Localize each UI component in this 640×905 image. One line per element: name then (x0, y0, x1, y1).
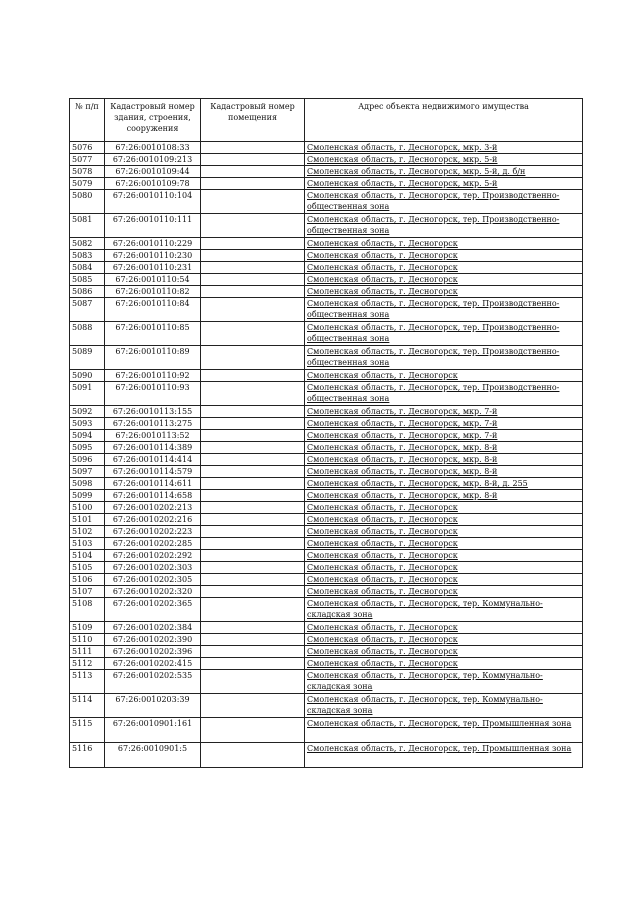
cell-number: 5105 (70, 562, 105, 574)
cell-address (305, 718, 583, 743)
cell-room-number (201, 743, 305, 768)
cell-number: 5090 (70, 370, 105, 382)
cell-number: 5110 (70, 634, 105, 646)
cell-number: 5106 (70, 574, 105, 586)
table-row (70, 526, 583, 538)
cell-address (305, 154, 583, 166)
address-line: Смоленская область, г. Десногорск (307, 503, 458, 512)
cell-number: 5114 (70, 694, 105, 718)
address-line: Смоленская область, г. Десногорск (307, 623, 458, 632)
table-row (70, 538, 583, 550)
cell-cadastral-number: 67:26:0010114:414 (105, 454, 201, 466)
cell-address (305, 574, 583, 586)
cell-cadastral-number: 67:26:0010202:365 (105, 598, 201, 622)
table-row (70, 250, 583, 262)
cell-room-number (201, 142, 305, 154)
cell-address (305, 526, 583, 538)
cell-address (305, 658, 583, 670)
address-line: Смоленская область, г. Десногорск, тер. Промышленная зона (307, 744, 572, 753)
cell-room-number (201, 670, 305, 694)
cell-room-number (201, 454, 305, 466)
cell-cadastral-number: 67:26:0010110:93 (105, 382, 201, 406)
address-line: Смоленская область, г. Десногорск, тер. Коммунально- (307, 599, 543, 608)
cell-number: 5095 (70, 442, 105, 454)
address-line: складская зона (307, 610, 373, 619)
cell-address (305, 550, 583, 562)
cell-number: 5108 (70, 598, 105, 622)
cell-room-number (201, 634, 305, 646)
cell-room-number (201, 238, 305, 250)
cell-room-number (201, 166, 305, 178)
address-line: Смоленская область, г. Десногорск, мкр. 8-й, д. 255 (307, 479, 528, 488)
cell-room-number (201, 550, 305, 562)
cell-room-number (201, 298, 305, 322)
cell-room-number (201, 574, 305, 586)
address-line: Смоленская область, г. Десногорск (307, 587, 458, 596)
table-row (70, 274, 583, 286)
table-row (70, 286, 583, 298)
cell-address (305, 454, 583, 466)
cell-number: 5103 (70, 538, 105, 550)
table-row (70, 574, 583, 586)
address-line: Смоленская область, г. Десногорск, тер. Производственно- (307, 347, 560, 356)
table-row (70, 430, 583, 442)
cell-number: 5080 (70, 190, 105, 214)
cell-number: 5111 (70, 646, 105, 658)
table-row (70, 586, 583, 598)
cell-cadastral-number: 67:26:0010110:230 (105, 250, 201, 262)
cell-cadastral-number: 67:26:0010110:92 (105, 370, 201, 382)
cell-number: 5088 (70, 322, 105, 346)
address-line: Смоленская область, г. Десногорск, тер. Коммунально- (307, 695, 543, 704)
cell-cadastral-number: 67:26:0010203:39 (105, 694, 201, 718)
cell-room-number (201, 442, 305, 454)
table-row (70, 502, 583, 514)
address-line: общественная зона (307, 226, 390, 235)
cell-cadastral-number: 67:26:0010202:223 (105, 526, 201, 538)
header-address: Адрес объекта недвижимого имущества (305, 99, 583, 142)
cell-cadastral-number: 67:26:0010110:104 (105, 190, 201, 214)
cell-cadastral-number: 67:26:0010114:611 (105, 478, 201, 490)
cell-cadastral-number: 67:26:0010109:213 (105, 154, 201, 166)
cell-room-number (201, 370, 305, 382)
cell-room-number (201, 154, 305, 166)
table-row (70, 442, 583, 454)
cell-address (305, 670, 583, 694)
address-line: Смоленская область, г. Десногорск (307, 275, 458, 284)
cell-number: 5081 (70, 214, 105, 238)
cell-cadastral-number: 67:26:0010110:229 (105, 238, 201, 250)
cell-cadastral-number: 67:26:0010202:320 (105, 586, 201, 598)
cell-address (305, 466, 583, 478)
address-line: Смоленская область, г. Десногорск, тер. Производственно- (307, 323, 560, 332)
cell-address (305, 418, 583, 430)
address-line: Смоленская область, г. Десногорск (307, 647, 458, 656)
table-row (70, 718, 583, 743)
table-row (70, 154, 583, 166)
cell-cadastral-number: 67:26:0010110:231 (105, 262, 201, 274)
cell-address (305, 430, 583, 442)
cell-cadastral-number: 67:26:0010202:535 (105, 670, 201, 694)
table-row (70, 743, 583, 768)
cell-address (305, 478, 583, 490)
cell-number: 5078 (70, 166, 105, 178)
cell-cadastral-number: 67:26:0010901:5 (105, 743, 201, 768)
address-line: Смоленская область, г. Десногорск, мкр. 7-й (307, 431, 498, 440)
table-row (70, 454, 583, 466)
cell-number: 5086 (70, 286, 105, 298)
cell-cadastral-number: 67:26:0010109:44 (105, 166, 201, 178)
cell-cadastral-number: 67:26:0010901:161 (105, 718, 201, 743)
cell-address (305, 322, 583, 346)
table-row (70, 370, 583, 382)
table-row (70, 214, 583, 238)
cell-address (305, 274, 583, 286)
table-row (70, 466, 583, 478)
address-line: общественная зона (307, 358, 390, 367)
cell-address (305, 190, 583, 214)
cell-address (305, 238, 583, 250)
table-row (70, 550, 583, 562)
cell-number: 5116 (70, 743, 105, 768)
cell-room-number (201, 562, 305, 574)
cell-number: 5112 (70, 658, 105, 670)
cell-cadastral-number: 67:26:0010110:89 (105, 346, 201, 370)
cell-cadastral-number: 67:26:0010110:111 (105, 214, 201, 238)
cell-number: 5102 (70, 526, 105, 538)
cell-number: 5115 (70, 718, 105, 743)
address-line: складская зона (307, 682, 373, 691)
cell-room-number (201, 214, 305, 238)
cell-address (305, 694, 583, 718)
cell-room-number (201, 718, 305, 743)
cell-cadastral-number: 67:26:0010108:33 (105, 142, 201, 154)
address-line: Смоленская область, г. Десногорск (307, 539, 458, 548)
table-row (70, 694, 583, 718)
cell-cadastral-number: 67:26:0010114:579 (105, 466, 201, 478)
cell-room-number (201, 586, 305, 598)
table-row (70, 238, 583, 250)
table-row (70, 190, 583, 214)
cell-address (305, 743, 583, 768)
table-row (70, 178, 583, 190)
cell-number: 5076 (70, 142, 105, 154)
cell-address (305, 382, 583, 406)
cell-room-number (201, 250, 305, 262)
cell-address (305, 442, 583, 454)
address-line: Смоленская область, г. Десногорск, тер. Производственно- (307, 299, 560, 308)
address-line: Смоленская область, г. Десногорск (307, 515, 458, 524)
table-row (70, 598, 583, 622)
table-row (70, 562, 583, 574)
cell-number: 5107 (70, 586, 105, 598)
cell-room-number (201, 178, 305, 190)
cell-cadastral-number: 67:26:0010113:155 (105, 406, 201, 418)
address-line: Смоленская область, г. Десногорск (307, 239, 458, 248)
cell-number: 5083 (70, 250, 105, 262)
address-line: Смоленская область, г. Десногорск, мкр. 8-й (307, 443, 498, 452)
table-row (70, 382, 583, 406)
cell-room-number (201, 190, 305, 214)
cell-room-number (201, 418, 305, 430)
address-line: Смоленская область, г. Десногорск (307, 263, 458, 272)
table-row (70, 298, 583, 322)
cell-cadastral-number: 67:26:0010202:390 (105, 634, 201, 646)
header-cadastral-room: Кадастровый номер помещения (201, 99, 305, 142)
cell-address (305, 214, 583, 238)
cell-address (305, 370, 583, 382)
cell-room-number (201, 286, 305, 298)
address-line: Смоленская область, г. Десногорск, мкр. 3-й (307, 143, 498, 152)
header-number: № п/п (70, 99, 105, 142)
address-line: общественная зона (307, 334, 390, 343)
cell-number: 5096 (70, 454, 105, 466)
cell-room-number (201, 598, 305, 622)
cell-address (305, 178, 583, 190)
cell-number: 5091 (70, 382, 105, 406)
cell-cadastral-number: 67:26:0010202:285 (105, 538, 201, 550)
cell-cadastral-number: 67:26:0010114:389 (105, 442, 201, 454)
cell-room-number (201, 346, 305, 370)
cell-cadastral-number: 67:26:0010110:54 (105, 274, 201, 286)
cell-room-number (201, 262, 305, 274)
cell-room-number (201, 622, 305, 634)
table-row (70, 346, 583, 370)
cell-room-number (201, 406, 305, 418)
cell-cadastral-number: 67:26:0010202:213 (105, 502, 201, 514)
cell-cadastral-number: 67:26:0010113:52 (105, 430, 201, 442)
table-row (70, 634, 583, 646)
table-row (70, 514, 583, 526)
cell-address (305, 502, 583, 514)
cell-address (305, 586, 583, 598)
cell-room-number (201, 526, 305, 538)
cell-address (305, 646, 583, 658)
table-row (70, 658, 583, 670)
table-row (70, 418, 583, 430)
cell-address (305, 250, 583, 262)
cell-cadastral-number: 67:26:0010202:305 (105, 574, 201, 586)
cell-number: 5084 (70, 262, 105, 274)
cell-address (305, 490, 583, 502)
table-body (70, 142, 583, 768)
cell-number: 5092 (70, 406, 105, 418)
cell-cadastral-number: 67:26:0010109:78 (105, 178, 201, 190)
cell-cadastral-number: 67:26:0010114:658 (105, 490, 201, 502)
cell-address (305, 514, 583, 526)
cell-number: 5099 (70, 490, 105, 502)
cell-address (305, 142, 583, 154)
table-row (70, 322, 583, 346)
cell-number: 5093 (70, 418, 105, 430)
table-row (70, 670, 583, 694)
address-line: Смоленская область, г. Десногорск (307, 575, 458, 584)
cell-cadastral-number: 67:26:0010202:292 (105, 550, 201, 562)
table-row (70, 646, 583, 658)
cell-cadastral-number: 67:26:0010110:82 (105, 286, 201, 298)
address-line: Смоленская область, г. Десногорск, тер. Коммунально- (307, 671, 543, 680)
cell-room-number (201, 502, 305, 514)
cell-number: 5101 (70, 514, 105, 526)
cell-number: 5097 (70, 466, 105, 478)
cell-number: 5082 (70, 238, 105, 250)
address-line: Смоленская область, г. Десногорск (307, 551, 458, 560)
cell-room-number (201, 478, 305, 490)
cell-cadastral-number: 67:26:0010202:384 (105, 622, 201, 634)
cell-cadastral-number: 67:26:0010113:275 (105, 418, 201, 430)
cell-cadastral-number: 67:26:0010202:216 (105, 514, 201, 526)
cell-address (305, 298, 583, 322)
cell-address (305, 406, 583, 418)
address-line: складская зона (307, 706, 373, 715)
address-line: Смоленская область, г. Десногорск, мкр. 7-й (307, 419, 498, 428)
address-line: общественная зона (307, 394, 390, 403)
cell-cadastral-number: 67:26:0010202:415 (105, 658, 201, 670)
cell-number: 5085 (70, 274, 105, 286)
cell-room-number (201, 538, 305, 550)
cell-number: 5089 (70, 346, 105, 370)
table-row (70, 478, 583, 490)
cell-room-number (201, 322, 305, 346)
table-row (70, 406, 583, 418)
cell-address (305, 346, 583, 370)
address-line: Смоленская область, г. Десногорск (307, 371, 458, 380)
cell-cadastral-number: 67:26:0010202:396 (105, 646, 201, 658)
cell-number: 5087 (70, 298, 105, 322)
cell-number: 5100 (70, 502, 105, 514)
table-header-row (70, 99, 583, 142)
cell-room-number (201, 430, 305, 442)
address-line: общественная зона (307, 310, 390, 319)
cell-room-number (201, 514, 305, 526)
cell-room-number (201, 658, 305, 670)
address-line: Смоленская область, г. Десногорск (307, 563, 458, 572)
address-line: Смоленская область, г. Десногорск, мкр. 8-й (307, 491, 498, 500)
cell-number: 5109 (70, 622, 105, 634)
cell-address (305, 286, 583, 298)
address-line: Смоленская область, г. Десногорск, мкр. 5-й (307, 179, 498, 188)
address-line: Смоленская область, г. Десногорск, тер. Производственно- (307, 215, 560, 224)
cell-cadastral-number: 67:26:0010110:85 (105, 322, 201, 346)
address-line: Смоленская область, г. Десногорск, тер. Производственно- (307, 383, 560, 392)
address-line: Смоленская область, г. Десногорск (307, 527, 458, 536)
cell-room-number (201, 466, 305, 478)
cell-number: 5104 (70, 550, 105, 562)
address-line: Смоленская область, г. Десногорск, мкр. 5-й (307, 155, 498, 164)
table-row (70, 490, 583, 502)
cell-room-number (201, 646, 305, 658)
table-row (70, 262, 583, 274)
cell-address (305, 598, 583, 622)
cell-address (305, 622, 583, 634)
cell-address (305, 262, 583, 274)
cell-cadastral-number: 67:26:0010202:303 (105, 562, 201, 574)
address-line: общественная зона (307, 202, 390, 211)
address-line: Смоленская область, г. Десногорск, тер. Промышленная зона (307, 719, 572, 728)
cell-room-number (201, 490, 305, 502)
cell-address (305, 562, 583, 574)
cell-room-number (201, 694, 305, 718)
cell-number: 5098 (70, 478, 105, 490)
address-line: Смоленская область, г. Десногорск, мкр. 8-й (307, 455, 498, 464)
cell-address (305, 634, 583, 646)
address-line: Смоленская область, г. Десногорск, мкр. 5-й, д. б/н (307, 167, 526, 176)
address-line: Смоленская область, г. Десногорск (307, 251, 458, 260)
cell-room-number (201, 274, 305, 286)
cell-room-number (201, 382, 305, 406)
property-register-table (69, 98, 583, 768)
address-line: Смоленская область, г. Десногорск (307, 287, 458, 296)
cell-cadastral-number: 67:26:0010110:84 (105, 298, 201, 322)
address-line: Смоленская область, г. Десногорск, мкр. 7-й (307, 407, 498, 416)
address-line: Смоленская область, г. Десногорск (307, 635, 458, 644)
table-row (70, 166, 583, 178)
table-row (70, 142, 583, 154)
table-row (70, 622, 583, 634)
address-line: Смоленская область, г. Десногорск, тер. Производственно- (307, 191, 560, 200)
header-cadastral-building: Кадастровый номер здания, строения, сооружения (105, 99, 201, 142)
address-line: Смоленская область, г. Десногорск (307, 659, 458, 668)
cell-number: 5094 (70, 430, 105, 442)
cell-address (305, 166, 583, 178)
address-line: Смоленская область, г. Десногорск, мкр. 8-й (307, 467, 498, 476)
cell-address (305, 538, 583, 550)
cell-number: 5113 (70, 670, 105, 694)
cell-number: 5077 (70, 154, 105, 166)
cell-number: 5079 (70, 178, 105, 190)
